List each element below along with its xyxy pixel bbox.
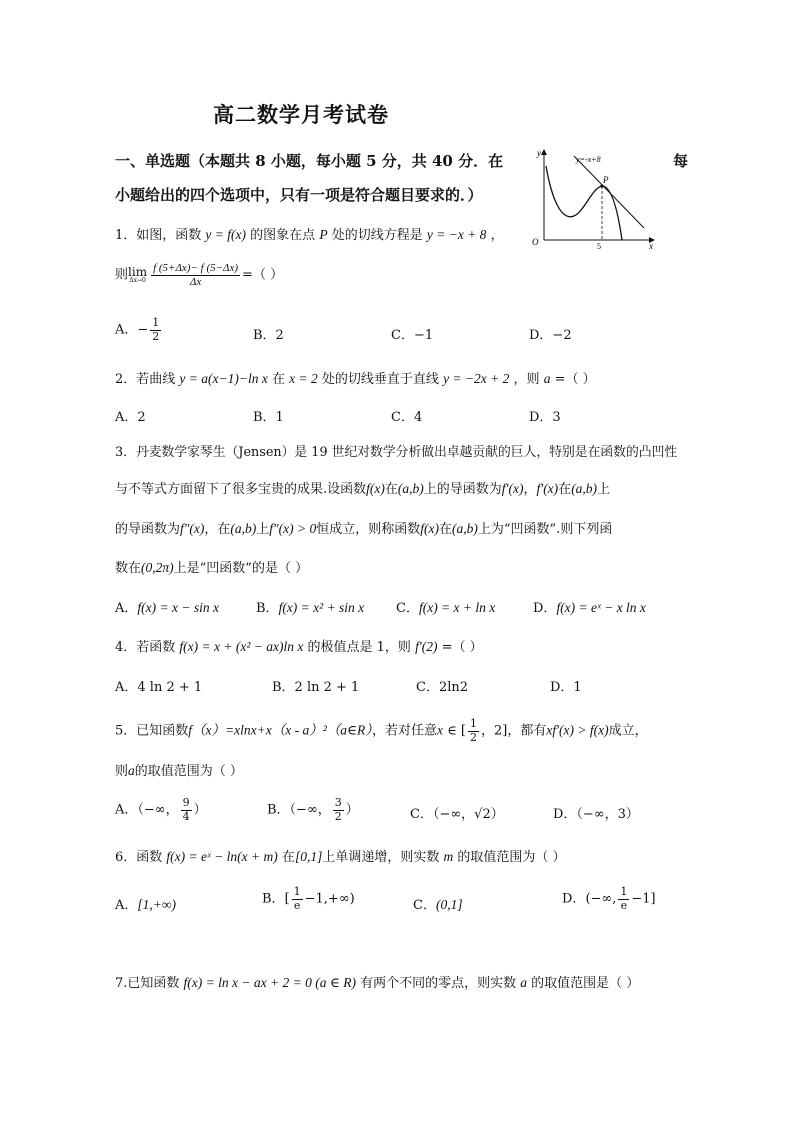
q6-option-b[interactable]: [262, 886, 355, 912]
q6-option-a[interactable]: [115, 894, 176, 913]
page-title: 高二数学月考试卷: [213, 102, 389, 127]
q5-text-a: 5．已知函数: [115, 723, 189, 739]
q5-option-a-num: 9: [182, 796, 190, 809]
q4-option-a[interactable]: A．4 ln 2 + 1: [115, 680, 203, 695]
question-5-stem: [115, 718, 648, 744]
q4-option-d[interactable]: D．1: [550, 680, 582, 695]
question-1-limit: [115, 262, 283, 288]
q6-option-d-den: e: [620, 898, 628, 912]
q1-frac-denominator: Δx: [189, 275, 202, 288]
q4-fp2: f′(2): [415, 639, 438, 654]
q6-option-c[interactable]: [413, 894, 463, 913]
q1-function: y = f(x): [205, 227, 247, 242]
q2-option-a[interactable]: A．2: [115, 410, 146, 425]
q6-option-d-post: −1]: [631, 891, 656, 907]
q7-text-c: 的取值范围是（ ）: [531, 976, 640, 991]
y-axis-label: y: [537, 148, 541, 158]
q5-option-b-fraction: [333, 797, 344, 823]
q5-option-c-root: √2: [474, 807, 491, 822]
q1-option-c[interactable]: C．−1: [391, 328, 434, 343]
q5-fraction: [468, 718, 479, 744]
q2-text-b: 在: [272, 372, 286, 387]
q5-x: x: [437, 722, 444, 738]
q6-option-c-expr: (0,1]: [435, 897, 463, 912]
function-curve: [546, 166, 622, 240]
q1-text-d: ，: [490, 228, 504, 243]
q3-text-3c: 上: [256, 522, 270, 537]
question-7-stem: [115, 972, 639, 991]
q1-text-b: 的图象在点: [250, 228, 316, 243]
q6-text-c: 上单调递增，则实数: [322, 850, 440, 865]
q6-option-d-pre: (−∞,: [585, 891, 617, 907]
q6-option-b-post: −1,+∞): [304, 891, 355, 907]
q3-option-c-expr: f(x) = x + ln x: [418, 600, 496, 615]
q3-option-d-label: D．: [533, 601, 557, 616]
q1-tangent-equation: y = −x + 8: [426, 227, 487, 242]
q6-option-b-pre: [: [284, 891, 290, 907]
q3-text-3d: 恒成立，则称函数: [316, 522, 421, 537]
q5-text-b: ，若对任意: [372, 723, 438, 739]
q2-x-value: x = 2: [289, 371, 318, 386]
q1-option-a[interactable]: [115, 317, 163, 343]
q3-option-d[interactable]: [533, 597, 646, 616]
q3-text-2b: 在: [384, 482, 398, 497]
q4-text-a: 4．若函数: [115, 640, 176, 655]
q3-option-b[interactable]: [256, 597, 364, 616]
q3-condition: f″(x) > 0: [269, 521, 317, 536]
q3-option-a-expr: f(x) = x − sin x: [137, 600, 219, 615]
q5-a: a: [128, 763, 135, 778]
q5-option-d[interactable]: D．（−∞，3）: [553, 807, 639, 822]
question-4-stem: [115, 636, 483, 655]
q3-interval: (0,2π): [141, 560, 174, 575]
q2-a: a: [543, 371, 551, 386]
q6-option-d-num: 1: [620, 885, 628, 898]
q1-point: P: [319, 227, 328, 242]
origin-label: O: [532, 237, 539, 247]
question-1-stem: [115, 224, 504, 243]
q5-text-2b: 的取值范围为（ ）: [134, 764, 243, 779]
point-p-label: P: [603, 175, 609, 185]
q5-option-a-pre: A．（−∞，: [115, 802, 179, 818]
q5-option-b-pre: B．（−∞，: [267, 802, 331, 818]
tangent-line: [574, 156, 644, 228]
q1-limit-operator: [128, 266, 147, 284]
q2-text-c: 处的切线垂直于直线: [321, 372, 439, 387]
q3-text-2f: 上: [597, 482, 611, 497]
q1-text-c: 处的切线方程是: [331, 228, 423, 243]
q3-text-2c: 上的导函数为: [423, 482, 502, 497]
q1-frac-numerator: f (5+Δx)− f (5−Δx): [153, 262, 239, 274]
q5-option-a-fraction: [181, 797, 192, 823]
q5-option-a-den: 4: [182, 809, 190, 823]
q4-option-b[interactable]: B．2 ln 2 + 1: [272, 680, 360, 695]
question-3-line2: [115, 478, 610, 497]
q7-text-b: 有两个不同的零点，则实数: [360, 976, 517, 991]
q4-text-b: 的极值点是 1，则: [307, 640, 411, 655]
tangent-label: y=-x+8: [576, 155, 601, 164]
q6-text-a: 6．函数: [115, 850, 163, 865]
q3-fppx: f″(x): [180, 521, 205, 536]
question-2-stem: [115, 368, 596, 387]
q3-ab-2: (a,b): [571, 481, 598, 496]
q1-option-a-label: A．−: [115, 322, 149, 338]
q4-option-c[interactable]: C．2ln2: [416, 680, 469, 695]
q7-a: a: [520, 975, 527, 990]
q6-text-b: 在: [281, 850, 295, 865]
q5-inequality: xf′(x) > f(x): [546, 722, 609, 738]
q5-in: ∈ [: [447, 723, 466, 739]
q3-text-4a: 数在: [115, 561, 142, 576]
section-heading-line2: 小题给出的四个选项中，只有一项是符合题目要求的．）: [115, 186, 483, 204]
q6-interval: [0,1]: [294, 849, 323, 864]
q5-option-b-post: ）: [345, 802, 359, 818]
q1-lim-text: lim: [128, 265, 148, 280]
q3-ab-1: (a,b): [397, 481, 424, 496]
q3-text-2e: 在: [558, 482, 572, 497]
q7-text-a: 7.已知函数: [115, 976, 180, 991]
question-3-line4: [115, 557, 308, 576]
q5-text-c: ，都有: [507, 723, 547, 739]
q1-tail: =（ ）: [242, 267, 284, 283]
q5-option-c-post: ）: [490, 807, 504, 822]
section-heading-tail: 每: [673, 152, 689, 170]
q5-text-2a: 则: [115, 764, 129, 779]
q5-option-b[interactable]: [267, 797, 359, 823]
q6-m: m: [443, 849, 454, 864]
q5-function: f（x）=xlnx+x（x - a）²（a∈R）: [188, 722, 372, 738]
q4-function: f(x) = x + (x² − ax)ln x: [179, 639, 304, 654]
q5-option-b-den: 2: [334, 809, 342, 823]
question-5-line2: [115, 760, 243, 779]
q1-option-d[interactable]: D．−2: [529, 328, 572, 343]
q3-fx-1: f(x): [366, 481, 385, 496]
q6-function: f(x) = eˣ − ln(x + m): [166, 849, 278, 864]
q2-option-b[interactable]: B．1: [253, 410, 284, 425]
q6-option-b-label: B．: [262, 891, 285, 907]
q1-option-a-den: 2: [152, 329, 160, 343]
q5-option-c-pre: C．（−∞，: [410, 807, 475, 822]
q3-option-b-expr: f(x) = x² + sin x: [278, 600, 365, 615]
q6-option-b-num: 1: [293, 885, 301, 898]
q6-text-d: 的取值范围为（ ）: [457, 850, 566, 865]
q3-text-3b: ，在: [204, 522, 231, 537]
q1-lim-sub: Δx→0: [129, 277, 146, 285]
q6-option-d-fraction: [618, 886, 629, 912]
q3-option-b-label: B．: [256, 601, 279, 616]
q3-ab-3: (a,b): [230, 521, 257, 536]
q1-option-a-num: 1: [152, 316, 160, 329]
q2-option-c[interactable]: C．4: [391, 410, 423, 425]
q1-text-a: 1．如图，函数: [115, 228, 202, 243]
q6-option-a-label: A．: [115, 898, 138, 913]
q6-option-d[interactable]: [562, 886, 656, 912]
q3-text-2d: ，: [523, 482, 537, 497]
q5-in-tail: ，2]: [480, 723, 508, 739]
q3-option-d-expr: f(x) = eˣ − x ln x: [556, 600, 646, 615]
q3-text-2a: 与不等式方面留下了很多宝贵的成果.设函数: [115, 482, 367, 497]
section-heading-text: 一、单选题（本题共 8 小题，每小题 5 分，共 40 分．在: [115, 152, 504, 170]
question-6-stem: [115, 846, 566, 865]
q5-option-a[interactable]: [115, 797, 207, 823]
x-tick-5: 5: [597, 242, 601, 250]
question-3-line3: [115, 518, 612, 537]
q2-text-d: ，则: [513, 372, 540, 387]
q1-option-b[interactable]: B．2: [253, 328, 284, 343]
q3-fpx-1: f′(x): [501, 481, 524, 496]
q3-fx-2: f(x): [420, 521, 439, 536]
q5-option-b-num: 3: [334, 796, 342, 809]
q1-option-a-fraction: [150, 317, 161, 343]
q3-option-c[interactable]: [396, 597, 495, 616]
question-3-line1: 3．丹麦数学家琴生（Jensen）是 19 世纪对数学分析做出卓越贡献的巨人，特别是在函数的凸凹性: [115, 445, 678, 460]
q5-frac-num: 1: [469, 717, 477, 730]
x-axis-label: x: [649, 241, 653, 250]
q6-option-b-fraction: [292, 886, 303, 912]
q2-line: y = −2x + 2: [443, 371, 510, 386]
q2-text-a: 2．若曲线: [115, 372, 176, 387]
q3-fpx-2: f′(x): [536, 481, 559, 496]
q3-option-a-label: A．: [115, 601, 138, 616]
q5-text-d: 成立，: [608, 723, 648, 739]
q5-option-c[interactable]: [410, 803, 504, 822]
q2-option-d[interactable]: D．3: [529, 410, 561, 425]
q3-text-3f: 上为“凹函数”.则下列函: [477, 522, 613, 537]
q3-text-3a: 的导函数为: [115, 522, 181, 537]
q3-option-a[interactable]: [115, 597, 219, 616]
section-heading-line1: [115, 150, 503, 171]
q5-option-a-post: ）: [193, 802, 207, 818]
q3-option-c-label: C．: [396, 601, 419, 616]
q3-text-3e: 在: [439, 522, 453, 537]
q3-ab-4: (a,b): [452, 521, 478, 536]
q5-frac-den: 2: [469, 730, 477, 744]
q6-option-d-label: D．: [562, 891, 586, 907]
q4-tail: =（ ）: [441, 640, 483, 655]
q2-tail: =（ ）: [554, 372, 596, 387]
q6-option-b-den: e: [293, 898, 301, 912]
q1-then: 则: [115, 267, 129, 283]
q7-function: f(x) = ln x − ax + 2 = 0 (a ∈ R): [183, 975, 356, 990]
q6-option-c-label: C．: [413, 898, 436, 913]
q2-curve: y = a(x−1)−ln x: [179, 371, 268, 386]
q6-option-a-expr: [1,+∞): [137, 897, 176, 912]
q1-limit-fraction: [151, 262, 240, 288]
q3-text-4b: 上是“凹函数”的是（ ）: [173, 561, 309, 576]
function-graph-figure: [526, 146, 658, 250]
